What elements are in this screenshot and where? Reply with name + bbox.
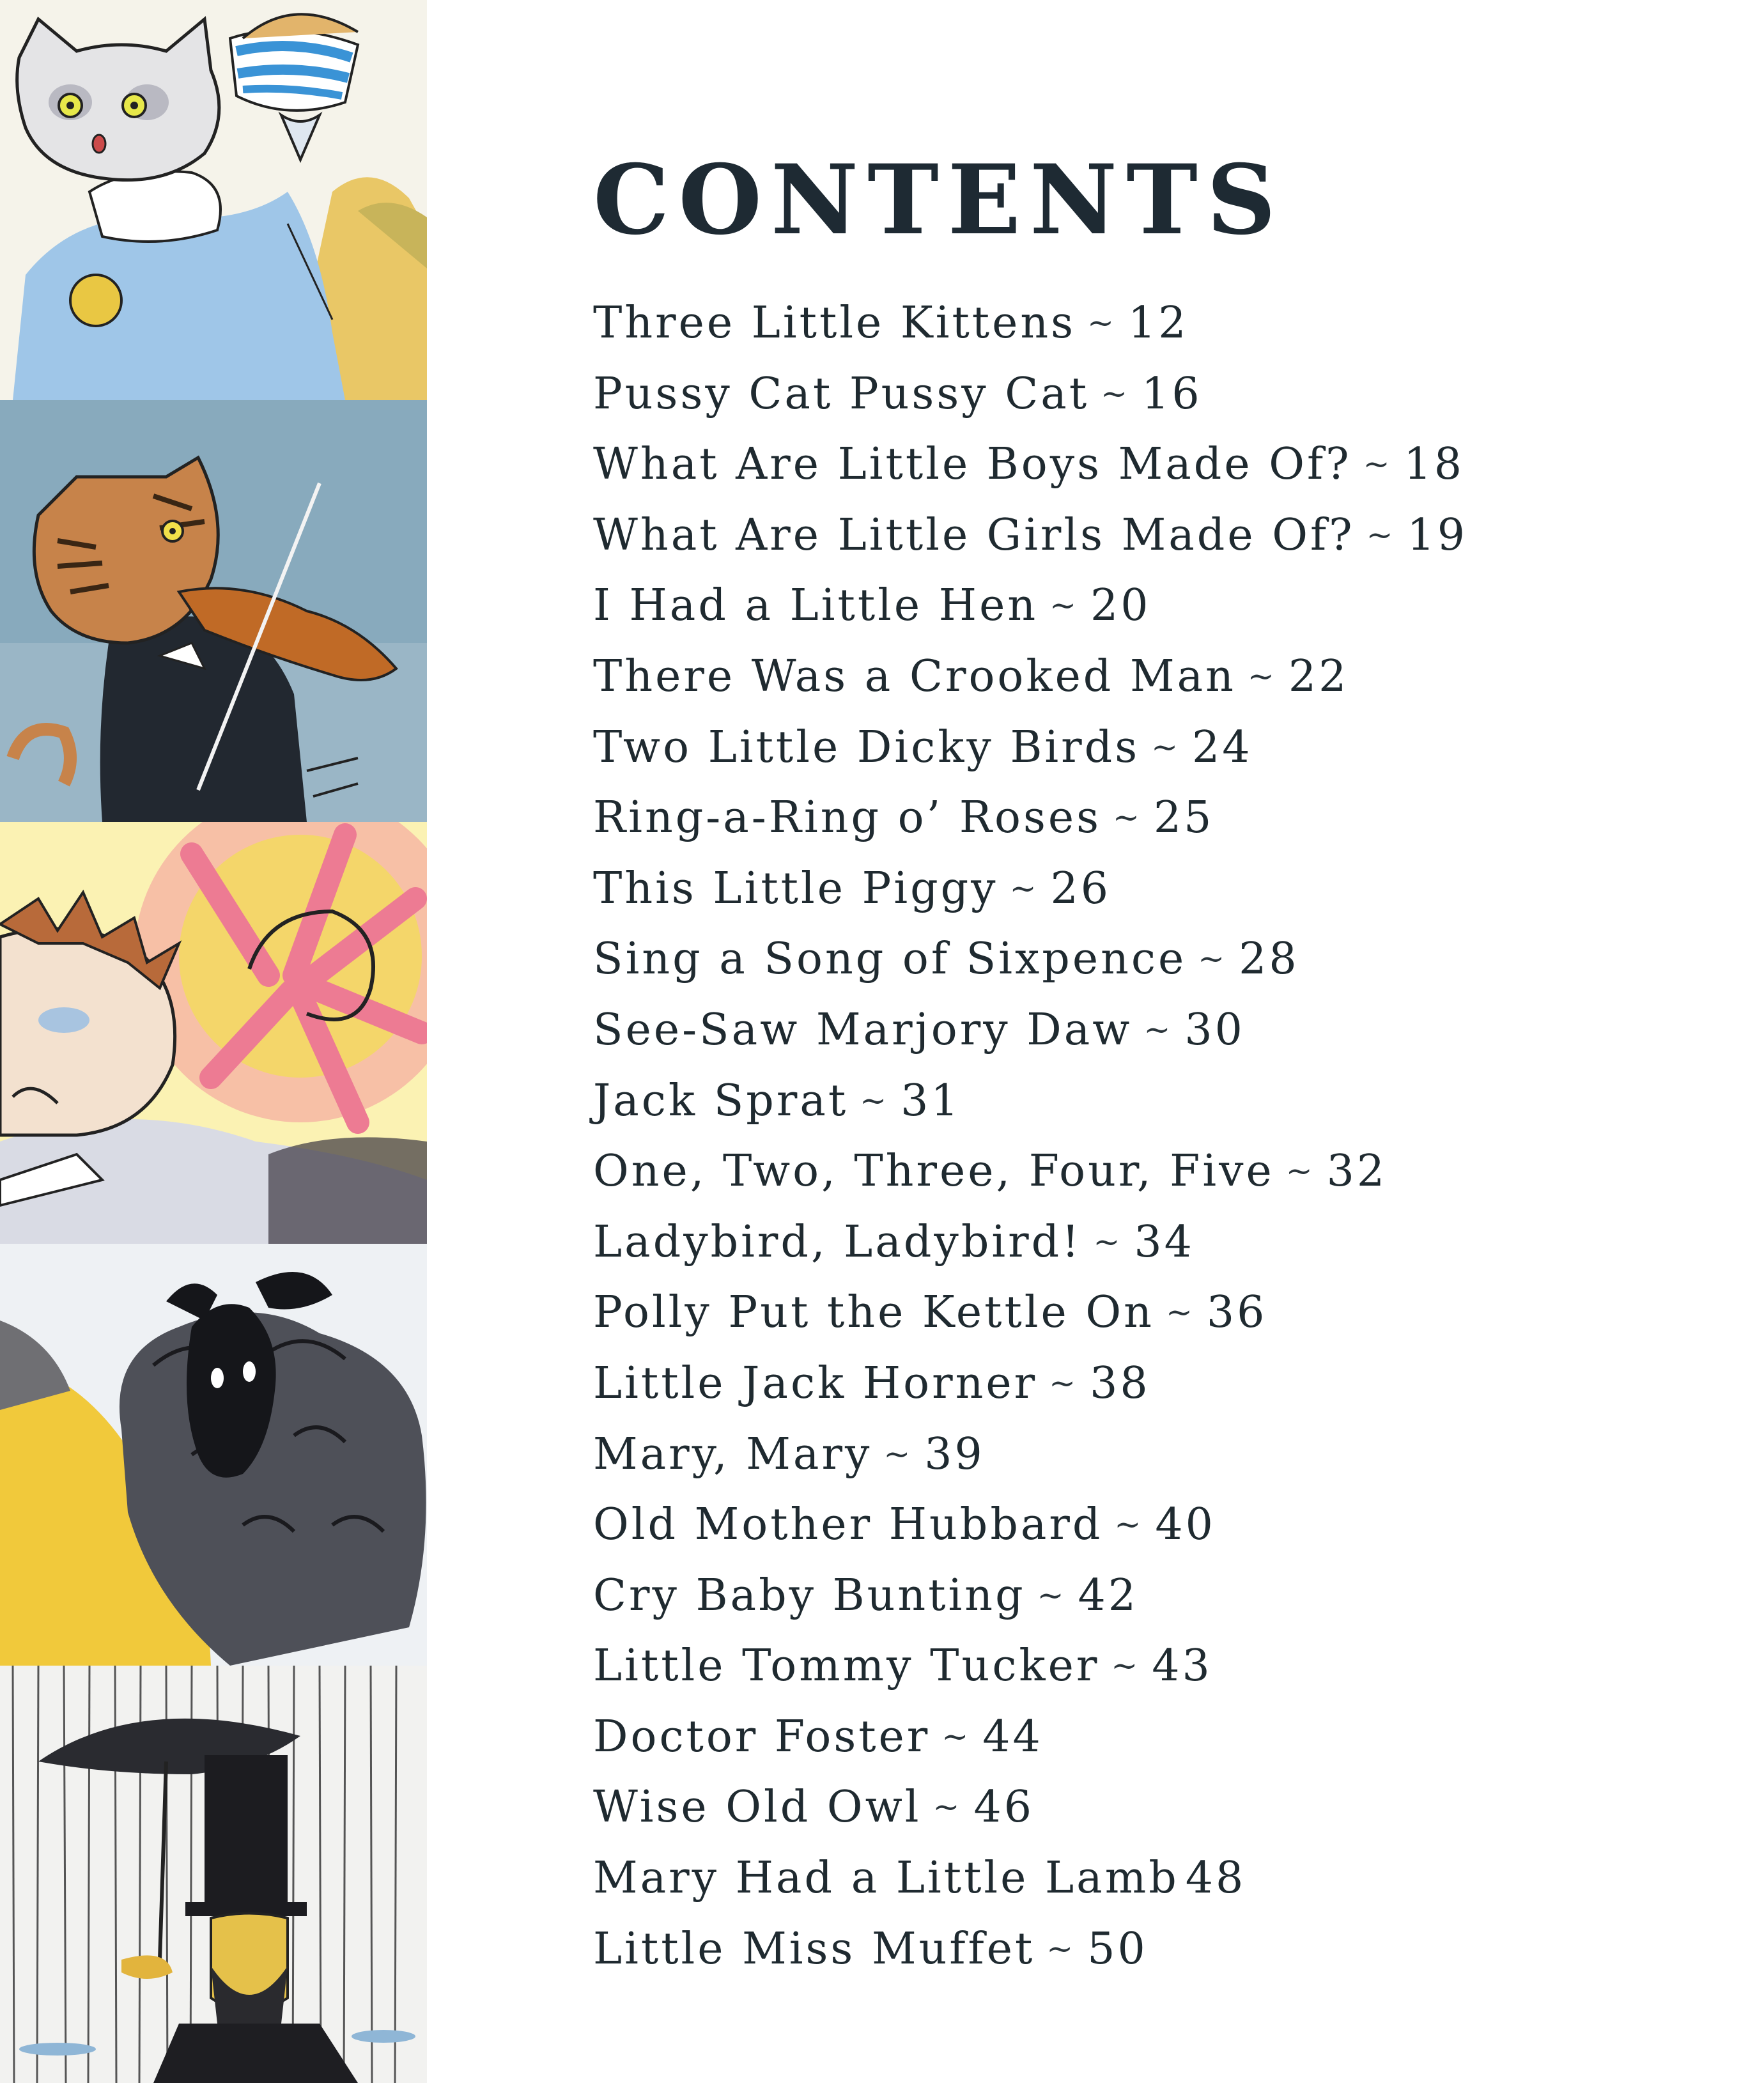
fleuron-ornament-icon: ~ — [1143, 1011, 1173, 1048]
entry-page: 43 — [1152, 1641, 1212, 1692]
entry-page: 42 — [1078, 1570, 1139, 1621]
entry-page: 26 — [1050, 863, 1111, 914]
entry-title: There Was a Crooked Man — [593, 651, 1236, 702]
entry-title: One, Two, Three, Four, Five — [593, 1146, 1274, 1197]
fleuron-ornament-icon: ~ — [1198, 940, 1228, 978]
fleuron-ornament-icon: ~ — [932, 1788, 963, 1826]
fleuron-ornament-icon: ~ — [1087, 304, 1117, 341]
entry-title: Mary Had a Little Lamb — [593, 1853, 1179, 1904]
entry-page: 50 — [1087, 1923, 1148, 1974]
list-item — [593, 853, 1467, 924]
entry-page: 19 — [1407, 509, 1468, 561]
entry-title: Little Miss Muffet — [593, 1923, 1035, 1974]
list-item — [593, 1065, 1467, 1136]
fleuron-ornament-icon: ~ — [1366, 516, 1396, 554]
list-item — [593, 429, 1467, 500]
fleuron-ornament-icon: ~ — [1049, 587, 1079, 624]
entry-page: 36 — [1206, 1287, 1267, 1338]
fleuron-ornament-icon: ~ — [1247, 657, 1277, 695]
entry-page: 38 — [1090, 1358, 1150, 1409]
fleuron-ornament-icon: ~ — [860, 1081, 890, 1119]
fleuron-ornament-icon: ~ — [1111, 1647, 1141, 1685]
entry-page: 24 — [1192, 722, 1253, 773]
entry-page: 44 — [982, 1711, 1043, 1762]
cat-playing-fiddle-illustration — [0, 400, 427, 822]
entry-page: 40 — [1155, 1499, 1216, 1551]
entry-title: Ring-a-Ring o’ Roses — [593, 793, 1101, 844]
list-item — [593, 570, 1467, 641]
list-item — [593, 1489, 1467, 1560]
fleuron-ornament-icon: ~ — [1009, 869, 1039, 907]
entry-title: Sing a Song of Sixpence — [593, 934, 1187, 985]
list-item — [593, 359, 1467, 430]
list-item — [593, 1348, 1467, 1419]
boy-sleeping-illustration — [0, 822, 427, 1244]
fleuron-ornament-icon: ~ — [1037, 1576, 1067, 1614]
entry-page: 32 — [1326, 1146, 1388, 1197]
entry-page: 30 — [1184, 1004, 1245, 1055]
entry-title: Cry Baby Bunting — [593, 1570, 1026, 1621]
list-item — [593, 1701, 1467, 1772]
entry-title: What Are Little Boys Made Of? — [593, 439, 1352, 490]
entry-title: I Had a Little Hen — [593, 580, 1039, 631]
fleuron-ornament-icon: ~ — [1093, 1223, 1123, 1260]
entry-page: 28 — [1239, 934, 1299, 985]
entry-page: 31 — [901, 1075, 961, 1126]
entry-title: Three Little Kittens — [593, 298, 1076, 348]
list-item — [593, 1772, 1467, 1843]
list-item — [593, 1630, 1467, 1701]
list-item — [593, 1560, 1467, 1631]
entry-title: Pussy Cat Pussy Cat — [593, 368, 1090, 419]
page-title: CONTENTS — [593, 144, 1285, 256]
list-item — [593, 995, 1467, 1065]
list-item — [593, 924, 1467, 995]
fleuron-ornament-icon: ~ — [1151, 728, 1180, 766]
list-item — [593, 1843, 1467, 1914]
fleuron-ornament-icon: ~ — [1046, 1930, 1076, 1967]
entry-title: Old Mother Hubbard — [593, 1499, 1103, 1551]
entry-title: Little Jack Horner — [593, 1358, 1038, 1409]
entry-page: 22 — [1288, 651, 1349, 702]
entry-page: 25 — [1153, 793, 1214, 844]
entry-page: 46 — [973, 1782, 1034, 1833]
list-item — [593, 1419, 1467, 1490]
entry-page: 18 — [1404, 439, 1465, 490]
list-item — [593, 641, 1467, 712]
fleuron-ornament-icon: ~ — [1114, 1506, 1144, 1544]
entry-page: 12 — [1127, 298, 1189, 348]
entry-title: See-Saw Marjory Daw — [593, 1004, 1133, 1055]
fleuron-ornament-icon: ~ — [1049, 1364, 1079, 1402]
cat-with-pie-illustration — [0, 0, 427, 400]
list-item — [593, 500, 1467, 571]
entry-title: Wise Old Owl — [593, 1782, 922, 1833]
entry-page: 39 — [924, 1429, 985, 1480]
fleuron-ornament-icon: ~ — [1101, 375, 1131, 412]
entry-title: This Little Piggy — [593, 863, 998, 914]
list-item — [593, 1136, 1467, 1207]
entry-title: Two Little Dicky Birds — [593, 722, 1140, 773]
entry-title: What Are Little Girls Made Of? — [593, 509, 1355, 561]
entry-title: Little Tommy Tucker — [593, 1641, 1100, 1692]
fleuron-ornament-icon: ~ — [1285, 1152, 1315, 1190]
man-with-umbrella-in-rain-illustration — [0, 1666, 427, 2083]
entry-title: Ladybird, Ladybird! — [593, 1216, 1082, 1267]
entry-title: Polly Put the Kettle On — [593, 1287, 1154, 1338]
entry-page: 34 — [1134, 1216, 1195, 1267]
fleuron-ornament-icon: ~ — [1165, 1294, 1195, 1331]
fleuron-ornament-icon: ~ — [1363, 445, 1393, 483]
entry-title: Jack Sprat — [593, 1075, 849, 1126]
list-item — [593, 288, 1467, 359]
entry-title: Mary, Mary — [593, 1429, 872, 1480]
contents-list — [593, 288, 1467, 1984]
list-item — [593, 712, 1467, 783]
fleuron-ornament-icon: ~ — [941, 1717, 971, 1755]
list-item — [593, 782, 1467, 853]
fleuron-ornament-icon: ~ — [1113, 799, 1142, 837]
entry-page: 48 — [1185, 1853, 1246, 1904]
list-item — [593, 1914, 1467, 1985]
entry-page: 16 — [1141, 368, 1202, 419]
list-item — [593, 1277, 1467, 1348]
list-item — [593, 1207, 1467, 1278]
fleuron-ornament-icon: ~ — [883, 1435, 913, 1473]
illustration-strip — [0, 0, 427, 2083]
entry-title: Doctor Foster — [593, 1711, 931, 1762]
entry-page: 20 — [1090, 580, 1151, 631]
black-sheep-illustration — [0, 1244, 427, 1666]
